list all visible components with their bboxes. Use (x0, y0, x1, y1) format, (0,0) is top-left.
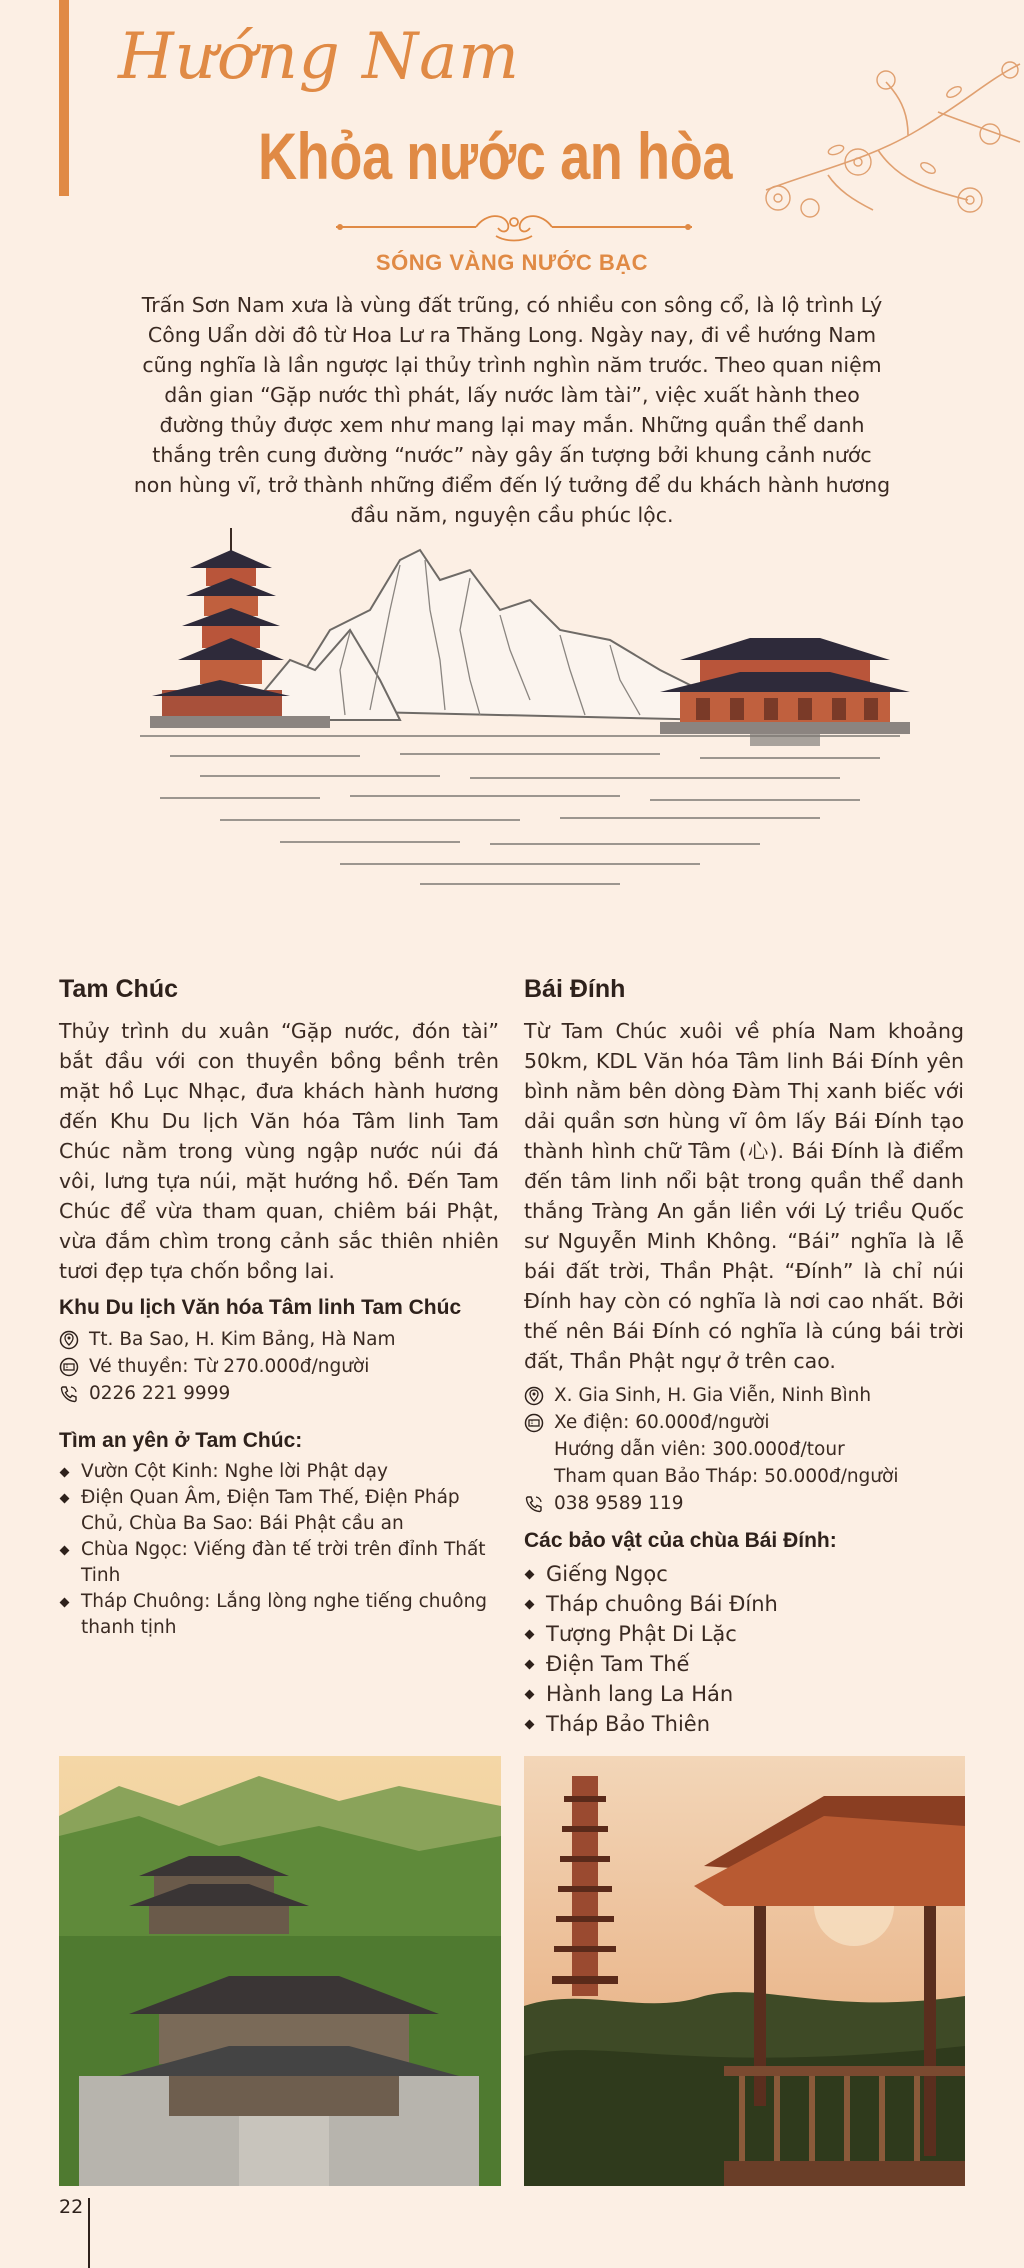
tam-chuc-phone (59, 1380, 499, 1407)
list-item: Tháp Bảo Thiên (524, 1709, 964, 1739)
tam-chuc-body: Thủy trình du xuân “Gặp nước, đón tài” bắt đầu với con thuyền bồng bềnh trên mặt hồ Lục Nhạc, đưa khách hành hương đến Khu Du lịch Văn hóa Tâm linh Tam Chúc nằm trong vùng ngập nước núi đá vôi, lưng tựa núi, mặt hướng hồ. Đến Tam Chúc để vừa tham quan, chiêm bái Phật, vừa đắm chìm trong cảnh sắc thiên nhiên tươi đẹp tựa chốn bồng lai. (59, 1019, 499, 1283)
tam-chuc-address-text: Tt. Ba Sao, H. Kim Bảng, Hà Nam (89, 1329, 396, 1350)
landscape-pagoda-illustration (140, 520, 920, 900)
bai-dinh-phone-text: 038 9589 119 (554, 1493, 684, 1514)
tam-chuc-list (59, 1459, 499, 1641)
location-pin-icon (59, 1326, 89, 1350)
list-item: Tháp chuông Bái Đính (524, 1589, 964, 1619)
accent-bar (59, 0, 69, 196)
page-rule (88, 2198, 90, 2268)
bai-dinh-tickets (524, 1409, 964, 1490)
tam-chuc-phone-text: 0226 221 9999 (89, 1383, 231, 1404)
tam-chuc-list-heading: Tìm an yên ở Tam Chúc: (59, 1429, 303, 1452)
tam-chuc-column (59, 975, 499, 1641)
section-heading: SÓNG VÀNG NƯỚC BẠC (375, 250, 649, 275)
blossom-branch-illustration (758, 50, 1024, 230)
bai-dinh-list (524, 1559, 964, 1739)
ticket-line: Hướng dẫn viên: 300.000đ/tour (554, 1439, 845, 1460)
bai-dinh-column (524, 975, 964, 1739)
phone-icon (59, 1380, 89, 1404)
bai-dinh-address-text: X. Gia Sinh, H. Gia Viễn, Ninh Bình (554, 1385, 872, 1406)
list-item: Chùa Ngọc: Viếng đàn tế trời trên đỉnh Thất Tinh (59, 1537, 499, 1589)
bai-dinh-phone (524, 1490, 964, 1517)
ticket-icon (59, 1353, 89, 1377)
tam-chuc-title: Tam Chúc (59, 975, 178, 1003)
phone-icon (524, 1490, 554, 1514)
tam-chuc-address (59, 1326, 499, 1353)
list-item: Tháp Chuông: Lắng lòng nghe tiếng chuông thanh tịnh (59, 1589, 499, 1641)
intro-paragraph: Trấn Sơn Nam xưa là vùng đất trũng, có nhiều con sông cổ, là lộ trình Lý Công Uẩn dời đô từ Hoa Lư ra Thăng Long. Ngày nay, đi về hướng Nam cũng nghĩa là lần ngược lại thủy trình nghìn năm trước. Theo quan niệm dân gian “Gặp nước thì phát, lấy nước làm tài”, việc xuất hành theo đường thủy được xem như mang lại may mắn. Những quần thể danh thắng trên cung đường “nước” này gây ấn tượng bởi khung cảnh nước non hùng vĩ, trở thành những điểm đến lý tưởng để du khách hành hương đầu năm, nguyện cầu phúc lộc. (133, 293, 891, 527)
list-item: Hành lang La Hán (524, 1679, 964, 1709)
bai-dinh-body: Từ Tam Chúc xuôi về phía Nam khoảng 50km, KDL Văn hóa Tâm linh Bái Đính yên bình nằm bên dòng Đàm Thị xanh biếc với dải quần sơn hùng vĩ ôm lấy Bái Đính tạo thành hình chữ Tâm (心). Bái Đính là điểm đến tâm linh nổi bật trong quần thể danh thắng Tràng An gắn liền với Lý triều Quốc sư Nguyễn Minh Không. “Bái” nghĩa là lễ bái đất trời, Thần Phật. “Đính” là chỉ núi Đính hay còn có nghĩa là nơi cao nhất. Bởi thế nên Bái Đính có nghĩa là cúng bái trời đất, Thần Phật ngự ở trên cao. (524, 1019, 964, 1373)
list-item: Điện Tam Thế (524, 1649, 964, 1679)
main-title: Khỏa nước an hòa (258, 119, 733, 193)
script-title: Hướng Nam (118, 20, 520, 94)
location-pin-icon (524, 1382, 554, 1406)
tam-chuc-ticket (59, 1353, 499, 1380)
list-item: Vườn Cột Kinh: Nghe lời Phật dạy (59, 1459, 499, 1485)
ticket-line: Xe điện: 60.000đ/người (554, 1412, 770, 1433)
tam-chuc-ticket-text: Vé thuyền: Từ 270.000đ/người (89, 1356, 370, 1377)
bai-dinh-title: Bái Đính (524, 975, 626, 1003)
page-number: 22 (59, 2196, 84, 2218)
ticket-icon (524, 1409, 554, 1433)
bai-dinh-pagoda-photo (524, 1756, 965, 2186)
bai-dinh-list-heading: Các bảo vật của chùa Bái Đính: (524, 1529, 837, 1552)
ticket-line: Tham quan Bảo Tháp: 50.000đ/người (554, 1466, 899, 1487)
divider-ornament (336, 208, 692, 246)
tam-chuc-info-heading: Khu Du lịch Văn hóa Tâm linh Tam Chúc (59, 1296, 462, 1319)
list-item: Điện Quan Âm, Điện Tam Thế, Điện Pháp Chủ, Chùa Ba Sao: Bái Phật cầu an (59, 1485, 499, 1537)
list-item: Tượng Phật Di Lặc (524, 1619, 964, 1649)
list-item: Giếng Ngọc (524, 1559, 964, 1589)
bai-dinh-address (524, 1382, 964, 1409)
tam-chuc-temple-photo (59, 1756, 501, 2186)
